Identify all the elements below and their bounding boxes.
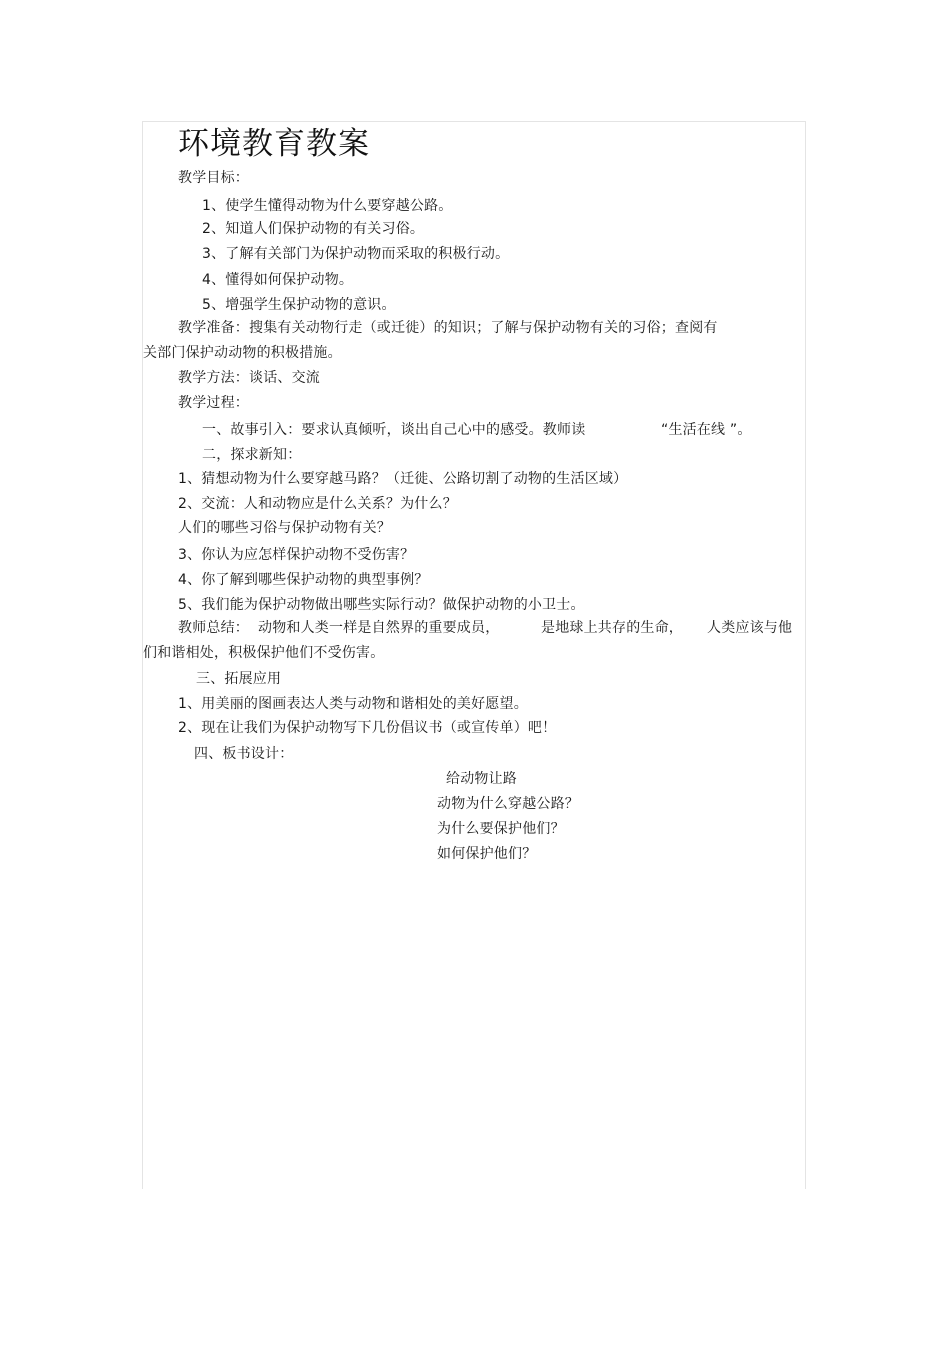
step1-text: 一、故事引入：要求认真倾听，谈出自己心中的感受。教师读: [202, 422, 586, 438]
summary-text: 动物和人类一样是自然界的重要成员，: [258, 620, 500, 636]
question-item: 人们的哪些习俗与保护动物有关？: [178, 520, 391, 536]
document-title: 环境教育教案: [178, 126, 370, 162]
process-heading: 教学过程：: [178, 395, 249, 411]
prep-line: 教学准备：搜集有关动物行走（或迁徙）的知识；了解与保护动物有关的习俗；查阅有: [178, 320, 718, 336]
application-item: 2、现在让我们为保护动物写下几份倡议书（或宣传单）吧！: [178, 720, 557, 736]
goal-item: 1、使学生懂得动物为什么要穿越公路。: [202, 198, 453, 214]
board-line: 如何保护他们？: [437, 846, 537, 862]
step3-heading: 三、拓展应用: [196, 671, 282, 687]
goals-heading: 教学目标：: [178, 170, 249, 186]
board-line: 动物为什么穿越公路？: [437, 796, 579, 812]
goal-item: 2、知道人们保护动物的有关习俗。: [202, 221, 425, 237]
goal-item: 3、了解有关部门为保护动物而采取的积极行动。: [202, 246, 510, 262]
prep-line-continued: 关部门保护动动物的积极措施。: [143, 345, 342, 361]
step2-heading: 二，探求新知：: [202, 447, 302, 463]
summary-text: 是地球上共存的生命，: [541, 620, 683, 636]
board-line: 为什么要保护他们？: [437, 821, 565, 837]
board-title: 给动物让路: [446, 771, 517, 787]
question-item: 3、你认为应怎样保护动物不受伤害？: [178, 547, 415, 563]
summary-line-continued: 们和谐相处，积极保护他们不受伤害。: [143, 645, 385, 661]
goal-item: 4、懂得如何保护动物。: [202, 272, 354, 288]
question-item: 2、交流：人和动物应是什么关系？为什么？: [178, 496, 457, 512]
question-item: 5、我们能为保护动物做出哪些实际行动？做保护动物的小卫士。: [178, 597, 585, 613]
goal-item: 5、增强学生保护动物的意识。: [202, 297, 396, 313]
summary-text: 人类应该与他: [707, 620, 793, 636]
summary-label: 教师总结：: [178, 620, 249, 636]
step4-heading: 四、板书设计：: [194, 746, 294, 762]
application-item: 1、用美丽的图画表达人类与动物和谐相处的美好愿望。: [178, 696, 528, 712]
question-item: 4、你了解到哪些保护动物的典型事例？: [178, 572, 429, 588]
step1-quote: “生活在线 ”。: [661, 422, 752, 438]
method-line: 教学方法：谈话、交流: [178, 370, 320, 386]
question-item: 1、猜想动物为什么要穿越马路？（迁徙、公路切割了动物的生活区域）: [178, 471, 628, 487]
